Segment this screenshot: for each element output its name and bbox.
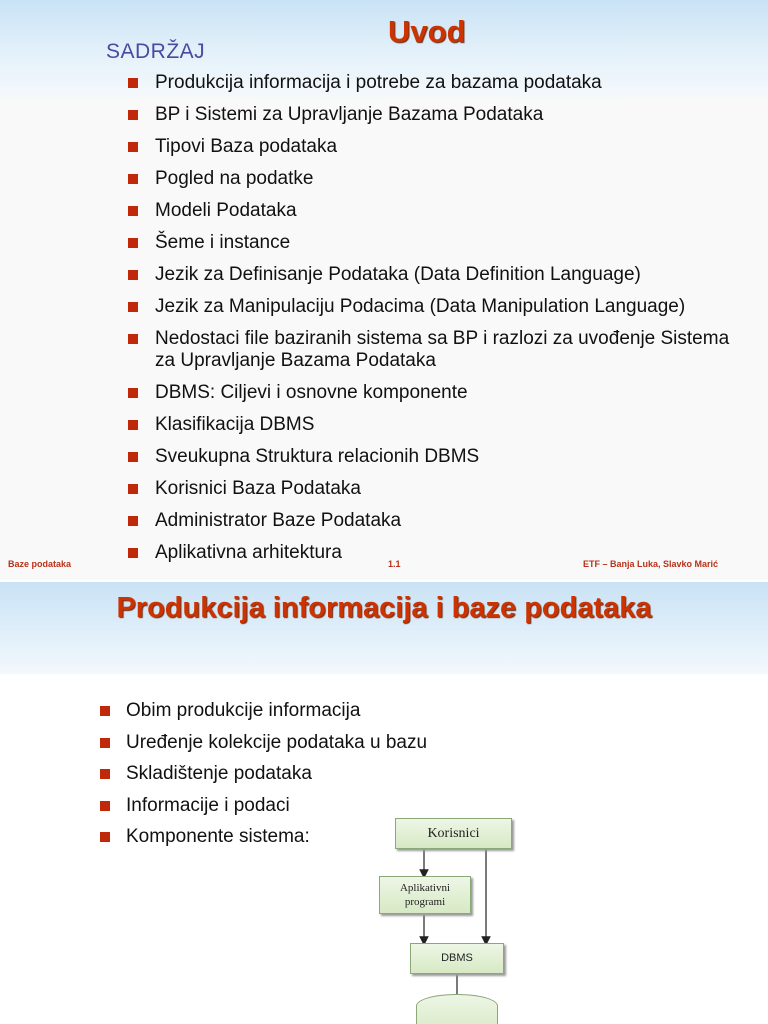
list-item: Modeli Podataka — [128, 200, 745, 222]
list-item: Komponente sistema: — [100, 826, 427, 848]
bullet-square-icon — [128, 238, 138, 248]
list-item: Sveukupna Struktura relacionih DBMS — [128, 446, 745, 468]
list-item: BP i Sistemi za Upravljanje Bazama Podataka — [128, 104, 745, 126]
list-item: Informacije i podaci — [100, 795, 427, 817]
system-diagram-arrows — [0, 582, 768, 1024]
bullet-square-icon — [128, 110, 138, 120]
bullet-square-icon — [128, 206, 138, 216]
contents-list — [128, 72, 745, 564]
slide-produkcija — [0, 582, 768, 1024]
slide-title: Produkcija informacija i baze podataka — [116, 592, 652, 624]
footer-author: ETF – Banja Luka, Slavko Marić — [583, 559, 719, 569]
footer-course: Baze podataka — [8, 559, 72, 569]
list-item: Administrator Baze Podataka — [128, 510, 745, 532]
list-item: DBMS: Ciljevi i osnovne komponente — [128, 382, 745, 404]
bullet-square-icon — [128, 484, 138, 494]
bullet-square-icon — [128, 388, 138, 398]
list-item: Produkcija informacija i potrebe za bazama podataka — [128, 72, 745, 94]
bullet-square-icon — [128, 420, 138, 430]
bullet-square-icon — [128, 548, 138, 558]
slide-subtitle: SADRŽAJ — [106, 40, 206, 63]
footer-page-number: 1.1 — [388, 559, 401, 569]
dbms-box: DBMS — [410, 943, 504, 974]
bullet-square-icon — [128, 142, 138, 152]
list-item: Korisnici Baza Podataka — [128, 478, 745, 500]
bullet-square-icon — [128, 516, 138, 526]
bullet-square-icon — [128, 174, 138, 184]
bullet-square-icon — [128, 452, 138, 462]
aplikativni-programi-box — [379, 876, 471, 914]
list-item: Tipovi Baza podataka — [128, 136, 745, 158]
list-item: Jezik za Manipulaciju Podacima (Data Manipulation Language) — [128, 296, 745, 318]
list-item: Šeme i instance — [128, 232, 745, 254]
list-item: Aplikativna arhitektura — [128, 542, 745, 564]
list-item: Nedostaci file baziranih sistema sa BP i razlozi za uvođenje Sistema za Upravljanje Bazama Podataka — [128, 328, 745, 372]
list-item: Jezik za Definisanje Podataka (Data Definition Language) — [128, 264, 745, 286]
aplikativni-label-line1: Aplikativni — [399, 882, 451, 894]
bullet-square-icon — [128, 270, 138, 280]
database-cylinder-icon — [416, 994, 498, 1024]
list-item: Pogled na podatke — [128, 168, 745, 190]
list-item: Uređenje kolekcije podataka u bazu — [100, 732, 427, 754]
bullet-square-icon — [128, 302, 138, 312]
korisnici-box: Korisnici — [395, 818, 512, 849]
bullet-square-icon — [128, 78, 138, 88]
list-item: Obim produkcije informacija — [100, 700, 427, 722]
slide-title: Uvod — [388, 14, 466, 49]
aplikativni-label-line2: programi — [404, 896, 446, 908]
bullet-square-icon — [128, 334, 138, 344]
list-item: Klasifikacija DBMS — [128, 414, 745, 436]
list-item: Skladištenje podataka — [100, 763, 427, 785]
